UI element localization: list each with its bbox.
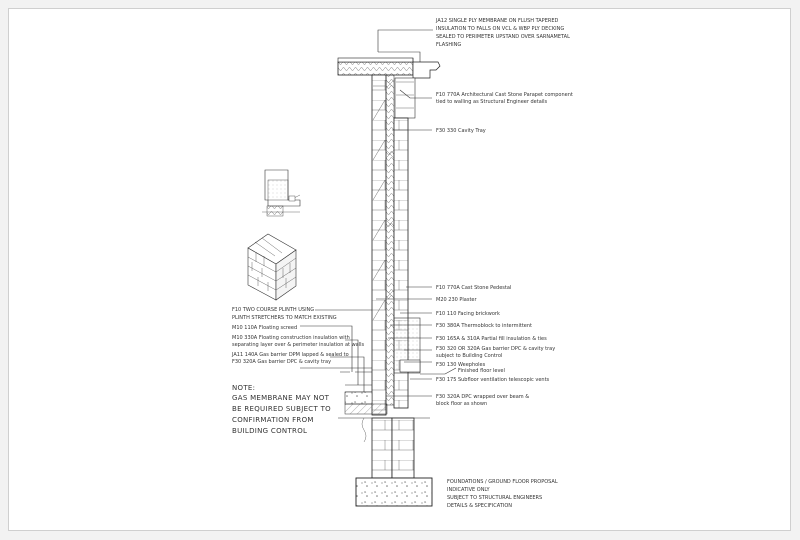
label-dpc-wrapped	[436, 394, 529, 407]
note-line-4: CONFIRMATION FROM	[232, 416, 314, 424]
label-ties: F30 165A & 310A Partial fill insulation & ties	[436, 336, 547, 342]
label-roof	[435, 18, 570, 48]
note-line-1: NOTE:	[232, 384, 256, 392]
label-insulation-line-1: M10 330A Floating construction insulation with	[232, 335, 350, 341]
label-vents: F30 175 Subfloor ventilation telescopic vents	[436, 377, 550, 383]
label-plinth-line-2: PLINTH STRETCHERS TO MATCH EXISTING	[232, 315, 337, 321]
label-dpc-wrapped-line-1: F30 320A DPC wrapped over beam &	[436, 394, 530, 400]
label-roof-line-2: INSULATION TO FALLS ON VCL & WBP PLY DECKING	[436, 26, 565, 32]
foundation-line-3: SUBJECT TO STRUCTURAL ENGINEERS	[447, 495, 543, 501]
label-screed: M10 110A Floating screed	[232, 325, 298, 331]
label-insulation-line-2: separating layer over & perimeter insulation at walls	[232, 342, 365, 348]
label-plinth-line-1: F10 TWO COURSE PLINTH USING	[232, 307, 315, 313]
note-line-3: BE REQUIRED SUBJECT TO	[232, 405, 331, 413]
label-dpc	[436, 346, 555, 359]
label-roof-line-4: FLASHING	[436, 42, 462, 48]
label-cornice	[436, 92, 573, 105]
label-dpc-line-2: subject to Building Control	[436, 353, 503, 359]
note-line-2: GAS MEMBRANE MAY NOT	[232, 394, 330, 402]
label-gas-barrier-line-2: F30 320A Gas barrier DPC & cavity tray	[232, 359, 332, 365]
label-plaster: M20 230 Plaster	[436, 297, 477, 303]
label-roof-line-1: JA12 SINGLE PLY MEMBRANE ON FLUSH TAPERED	[436, 18, 559, 24]
label-cavity-tray-top: F30 330 Cavity Tray	[436, 128, 486, 134]
note-line-5: BUILDING CONTROL	[232, 427, 308, 435]
label-thermoblock: F30 380A Thermoblock to intermittent	[436, 323, 532, 329]
label-gas-barrier-line-1: JA11 140A Gas barrier DPM lapped & sealed to	[232, 352, 349, 358]
label-dpc-line-1: F30 320 OR 320A Gas barrier DPC & cavity tray	[436, 346, 556, 352]
foundation-line-2: INDICATIVE ONLY	[447, 487, 490, 493]
label-cornice-line-2: tied to walling as Structural Engineer details	[436, 99, 548, 105]
label-dpc-wrapped-line-2: block floor as shown	[436, 401, 488, 407]
foundation-note	[447, 479, 558, 509]
foundation-line-1: FOUNDATIONS / GROUND FLOOR PROPOSAL	[447, 479, 558, 485]
label-weepholes: F30 130 Weepholes	[436, 362, 486, 368]
label-gas-barrier	[231, 352, 349, 365]
gas-membrane-note	[232, 384, 331, 435]
label-insulation	[232, 335, 365, 348]
label-finished-floor: Finished floor level	[458, 368, 505, 374]
label-facing-brick: F10 110 Facing brickwork	[436, 311, 500, 317]
label-roof-line-3: SEALED TO PERIMETER UPSTAND OVER SARNAMETAL	[436, 34, 570, 40]
label-stone-pedestal: F10 770A Cast Stone Pedestal	[436, 285, 512, 291]
foundation-line-4: DETAILS & SPECIFICATION	[447, 503, 512, 509]
label-cornice-line-1: F10 770A Architectural Cast Stone Parapet component	[436, 92, 573, 98]
label-plinth	[232, 307, 337, 321]
